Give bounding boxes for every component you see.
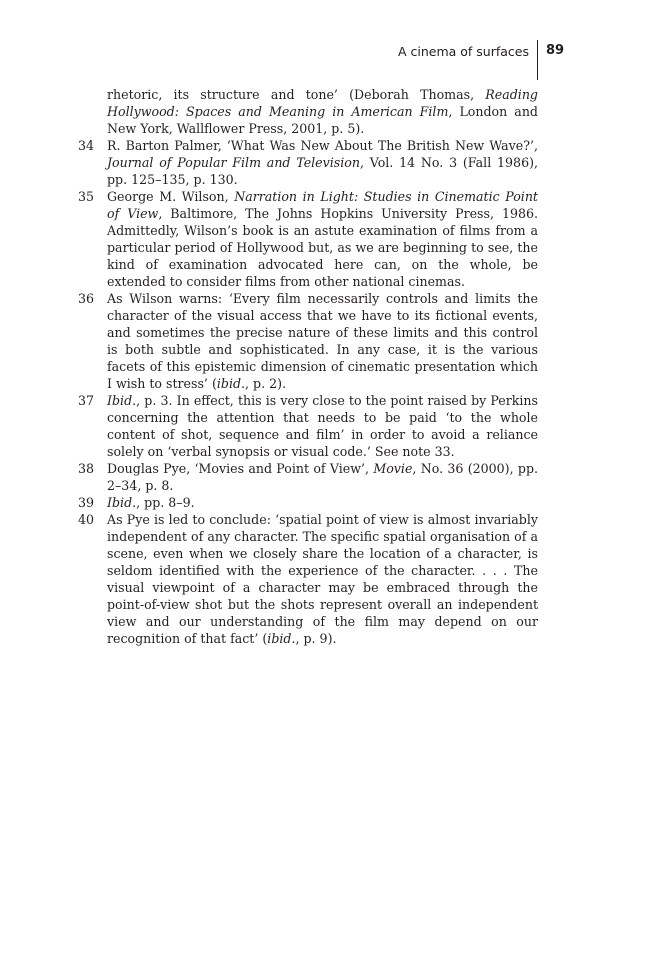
endnote-continuation <box>78 86 538 137</box>
text-segment: , Vol. 14 No. 3 (Fall 1986), pp. 125–135, p. 130. <box>107 155 538 187</box>
text-segment: ., pp. 8–9. <box>132 495 195 510</box>
endnote-text <box>107 494 538 511</box>
italic-title-segment: Ibid <box>107 495 133 510</box>
endnote-36 <box>78 290 538 392</box>
endnote-text <box>107 392 538 460</box>
endnote-38 <box>78 460 538 494</box>
text-segment: rhetoric, its structure and tone’ (Deborah Thomas, <box>107 87 486 102</box>
running-head <box>0 40 650 80</box>
page-number: 89 <box>546 43 565 58</box>
endnote-number: 37 <box>78 393 95 408</box>
endnote-35 <box>78 188 538 290</box>
text-segment: Douglas Pye, ‘Movies and Point of View’, <box>107 461 374 476</box>
endnote-39 <box>78 494 538 511</box>
endnote-number: 36 <box>78 291 95 306</box>
text-segment: George M. Wilson, <box>107 189 235 204</box>
endnote-34 <box>78 137 538 188</box>
text-segment: , Baltimore, The Johns Hopkins University Press, 1986. Admittedly, Wilson’s book is an astute examination of films from a particular period of Hollywood but, as we are beginning to see, the kind of examination advocated here can, on the whole, be extended to consider films from other national cinemas. <box>107 206 538 289</box>
italic-title-segment: Ibid <box>107 393 133 408</box>
endnote-number: 38 <box>78 461 95 476</box>
text-segment: ., p. 2). <box>241 376 287 391</box>
endnotes-list <box>78 86 538 647</box>
header-divider <box>537 40 538 80</box>
italic-title-segment: Journal of Popular Film and Television <box>107 155 360 170</box>
endnote-text <box>107 188 538 290</box>
endnote-number: 35 <box>78 189 95 204</box>
italic-title-segment: Narration in Light: Studies in Cinematic Point of View <box>107 189 538 221</box>
endnote-number: 39 <box>78 495 95 510</box>
text-segment: , No. 36 (2000), pp. 2–34, p. 8. <box>107 461 539 493</box>
text-segment: ., p. 3. In effect, this is very close to the point raised by Perkins concerning the attention that needs to be paid ‘to the whole content of shot, sequence and film’ in order to avoid a reliance solely on ‘verbal synopsis or visual code.’ See note 33. <box>107 393 538 459</box>
italic-title-segment: ibid <box>267 631 292 646</box>
endnote-number: 34 <box>78 138 95 153</box>
endnote-40 <box>78 511 538 647</box>
endnote-number: 40 <box>78 512 95 527</box>
endnote-text <box>107 460 538 494</box>
text-segment: As Wilson warns: ‘Every film necessarily controls and limits the character of the visual access that we have to its fictional events, and sometimes the precise nature of these limits and this control is both subtle and sophisticated. In any case, it is the various facets of this epistemic dimension of cinematic presentation which I wish to stress’ ( <box>107 291 538 391</box>
text-segment: ., p. 9). <box>291 631 337 646</box>
italic-title-segment: ibid <box>216 376 242 391</box>
endnote-text <box>107 137 538 188</box>
running-title: A cinema of surfaces <box>397 44 529 59</box>
italic-title-segment: Movie <box>373 461 413 476</box>
text-segment: , London and New York, Wallflower Press, 2001, p. 5). <box>107 104 538 136</box>
endnote-text <box>107 511 538 647</box>
endnote-text <box>107 86 538 137</box>
text-segment: R. Barton Palmer, ‘What Was New About The British New Wave?’, <box>107 138 538 153</box>
endnote-text <box>107 290 538 392</box>
text-segment: As Pye is led to conclude: ‘spatial point of view is almost invariably independent of any character. The specific spatial organisation of a scene, even when we closely share the location of a character, is seldom identified with the experience of the character. . . . The visual viewpoint of a character may be embraced through the point-of-view shot but the shots represent overall an independent view and our understanding of the film may depend on our recognition of that fact’ ( <box>107 512 538 646</box>
italic-title-segment: Reading Hollywood: Spaces and Meaning in American Film <box>107 87 538 119</box>
endnote-37 <box>78 392 538 460</box>
